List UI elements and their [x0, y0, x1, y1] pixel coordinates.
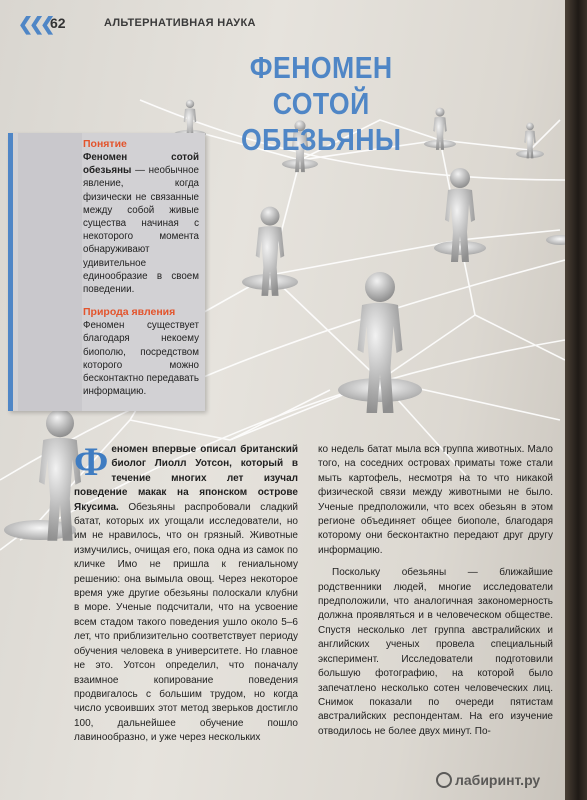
running-header: АЛЬТЕРНАТИВНАЯ НАУКА — [104, 17, 256, 29]
concept-text: — необычное явление, когда физически не связанные между собой живые существа начиная с некоторого момента обнаруживают удивительное единообразие в своем поведении. — [83, 165, 199, 296]
right-paragraph-1: ко недель батат мыла вся группа животных. Мало того, на соседних островах приматы тоже стали мыть картофель, несмотря на то что никакой физической связи между животными не было. Ученые предположили, что всех обезьян в этом регионе объединяет общее биополе, благодаря которому они бесконтактно передают друг другу информацию. — [318, 444, 553, 556]
title-line-2: ОБЕЗЬЯНЫ — [240, 122, 402, 157]
drop-cap: Ф — [74, 439, 109, 484]
concept-label: Понятие — [83, 138, 127, 150]
left-body-text: Обезьяны распробовали сладкий батат, которых их угощали исследователи, но им не нравилось, что он грязный. Животные измучились, очищая его, пока одна из самок по кличке Имо не пришла к гениальному решению: она вымыла овощ. Через некоторое время уже другие обезьяны полоскали клубни в море. Ученые подсчитали, что на усвоение всем стадом такого поведения ушло около 5–6 лет, что приблизительно соответствует периоду обучения человека в университете. Но главное не это. Уотсон определил, что поначалу взаимное копирование поведения продвигалось с большим трудом, но когда число усвоивших этот метод зверьков достигло 100, дальнейшее обучение пошло лавинообразно, и уже через нескольких — [74, 501, 298, 744]
page-number: 62 — [50, 15, 66, 31]
concept-definition — [83, 151, 199, 296]
watermark — [436, 772, 540, 788]
nature-text: Феномен существует благодаря некоему биополю, посредством которого можно бесконтактно передавать информацию. — [83, 320, 199, 398]
right-paragraph-2: Поскольку обезьяны — ближайшие родственники людей, многие исследователи предположили, что аналогичная закономерность должна проявляться и в человеческом обществе. Спустя несколько лет группа австралийских и английских ученых провела специальный эксперимент. Исследователи подготовили большую фотографию, на которой было запечатлено несколько сотен человеческих лиц. Снимок показали по очереди пятистам австралийских респондентам. На его изучение отводилось не более двух минут. По- — [318, 567, 553, 737]
watermark-text: лабиринт.ру — [455, 772, 541, 788]
title-line-1: ФЕНОМЕН СОТОЙ — [249, 50, 393, 121]
book-spine-edge — [565, 0, 587, 800]
lead-sentence: еномен впервые описал британский биолог Лиолл Уотсон, который в течение многих лет изучал поведение макак на японском острове Якусима. — [74, 444, 298, 513]
sidebar-shade — [18, 133, 82, 411]
nature-label: Природа явления — [83, 306, 176, 319]
concept-term: Феномен сотой обезьяны — [83, 152, 199, 177]
text-column-left — [74, 439, 298, 746]
labirint-logo-icon — [436, 772, 452, 788]
text-column-right — [318, 443, 553, 739]
page-title — [218, 50, 424, 158]
definition-sidebar — [8, 133, 205, 411]
header-chevrons: ❮❮❮ — [18, 14, 52, 34]
